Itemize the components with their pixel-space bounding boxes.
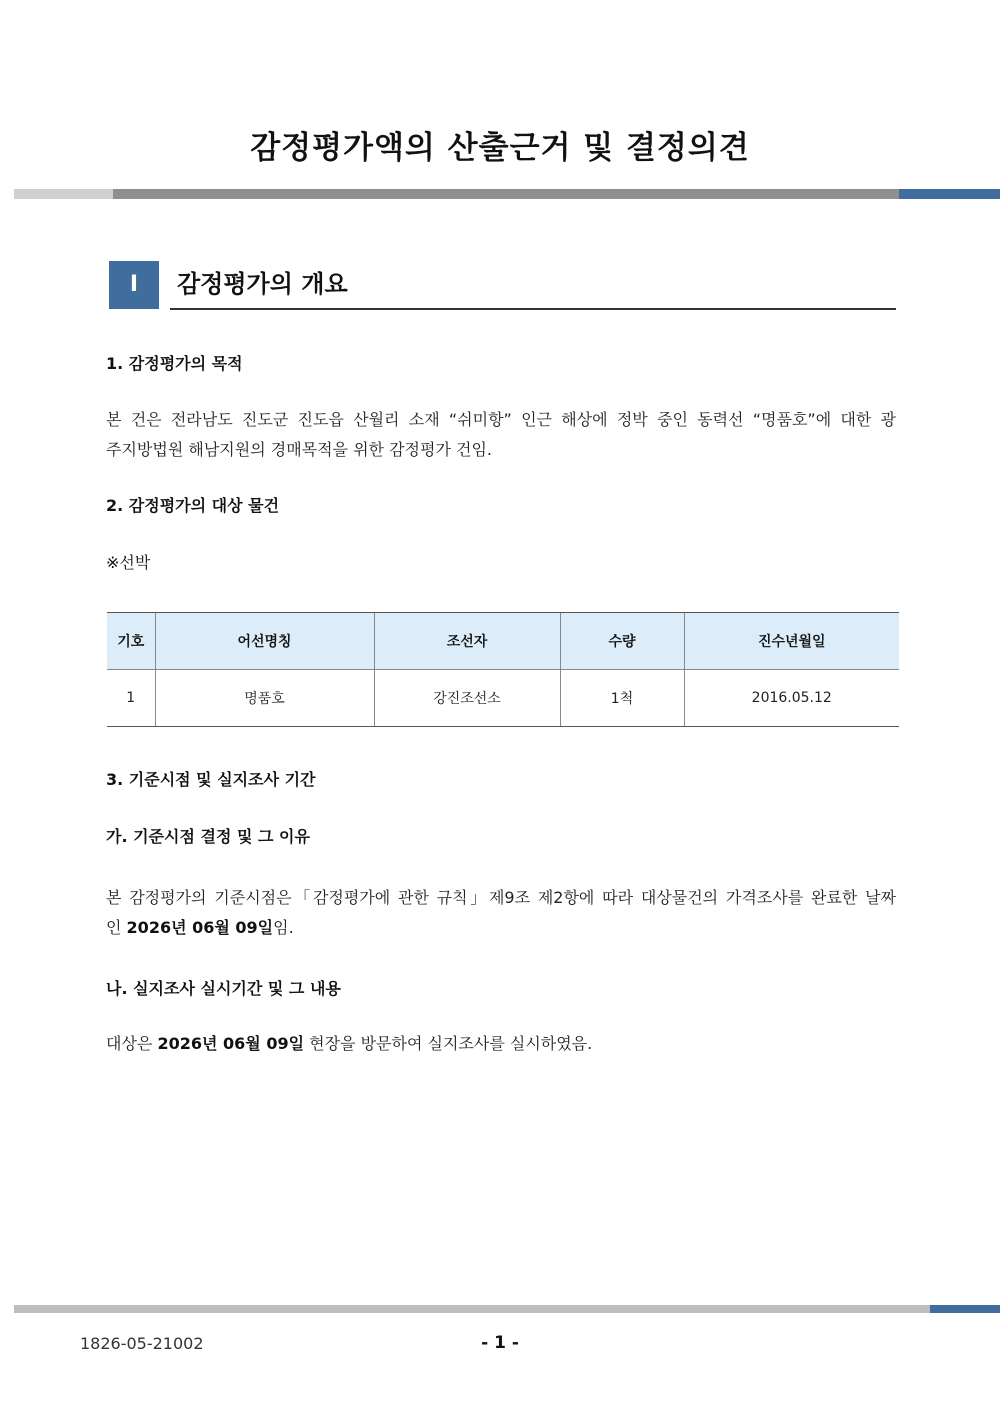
survey-paragraph — [106, 1029, 896, 1059]
subject-heading: 2. 감정평가의 대상 물건 — [106, 496, 280, 515]
survey-date-value: 2026년 06월 09일 — [157, 1034, 305, 1053]
basis-date-line-2 — [106, 913, 896, 943]
survey-heading: 나. 실지조사 실시기간 및 그 내용 — [106, 979, 341, 998]
survey-prefix: 대상은 — [106, 1034, 158, 1053]
basis-heading: 3. 기준시점 및 실지조사 기간 — [106, 770, 316, 789]
purpose-heading: 1. 감정평가의 목적 — [106, 354, 243, 373]
document-id: 1826-05-21002 — [80, 1334, 204, 1353]
purpose-line-2: 주지방법원 해남지원의 경매목적을 위한 감정평가 건임. — [106, 440, 493, 459]
survey-suffix: 현장을 방문하여 실지조사를 실시하였음. — [304, 1034, 593, 1053]
table-row — [107, 670, 899, 727]
basis-date-line-1: 본 감정평가의 기준시점은「감정평가에 관한 규칙」제9조 제2항에 따라 대상물건의 가격조사를 완료한 날짜 — [106, 888, 896, 907]
survey-line — [106, 1029, 896, 1059]
table-cell: 1척 — [560, 670, 684, 727]
table-cell: 1 — [107, 670, 155, 727]
purpose-paragraph — [106, 405, 896, 465]
subject-table — [107, 612, 899, 727]
table-header-cell: 조선자 — [374, 613, 560, 670]
bottom-divider — [14, 1305, 930, 1313]
bottom-divider-accent — [930, 1305, 1000, 1313]
purpose-line-1: 본 건은 전라남도 진도군 진도읍 산월리 소재 “쉬미항” 인근 해상에 정박 중인 동력선 “명품호”에 대한 광 — [106, 410, 896, 429]
top-divider-accent — [899, 189, 1000, 199]
basis-date-paragraph — [106, 883, 896, 943]
document-title: 감정평가액의 산출근거 및 결정의견 — [250, 130, 750, 166]
top-divider-middle — [113, 189, 899, 199]
subject-note: ※선박 — [106, 553, 151, 572]
table-header-cell: 진수년월일 — [684, 613, 899, 670]
table-header-row — [107, 613, 899, 670]
section-underline — [170, 308, 896, 310]
basis-date-suffix: 임. — [273, 918, 294, 937]
basis-date-heading: 가. 기준시점 결정 및 그 이유 — [106, 827, 310, 846]
section-number-badge: I — [109, 261, 159, 309]
basis-date-prefix: 인 — [106, 918, 127, 937]
table-cell: 2016.05.12 — [684, 670, 899, 727]
table-header-cell: 수량 — [560, 613, 684, 670]
table-cell: 명품호 — [155, 670, 374, 727]
table-cell: 강진조선소 — [374, 670, 560, 727]
table-header-cell: 어선명칭 — [155, 613, 374, 670]
table-header-cell: 기호 — [107, 613, 155, 670]
top-divider-left — [14, 189, 113, 199]
basis-date-value: 2026년 06월 09일 — [126, 918, 274, 937]
page-number: - 1 - — [481, 1333, 519, 1353]
section-heading: 감정평가의 개요 — [177, 270, 348, 298]
